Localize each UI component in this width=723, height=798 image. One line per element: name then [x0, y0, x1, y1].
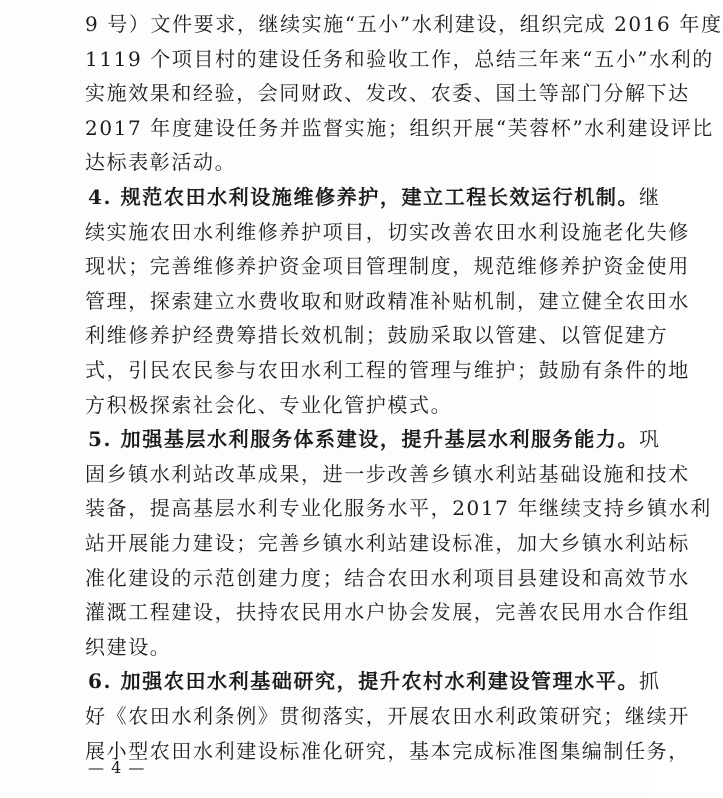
- heading-text: 4. 规范农田水利设施维修养护，建立工程长效运行机制。: [88, 185, 640, 209]
- line-text: 实施效果和经验，会同财政、发改、农委、国土等部门分解下达: [85, 81, 690, 105]
- heading-suffix: 抓: [639, 669, 661, 693]
- line-text: 方积极探索社会化、专业化管护模式。: [85, 393, 453, 417]
- line-text: 续实施农田水利维修养护项目，切实改善农田水利设施老化失修: [85, 220, 690, 244]
- text-line: [85, 289, 690, 313]
- heading-text: 6. 加强农田水利基础研究，提升农村水利建设管理水平。: [88, 669, 640, 693]
- line-text: 2017 年度建设任务并监督实施；组织开展“芙蓉杯”水利建设评比: [85, 116, 714, 140]
- text-line: [85, 12, 723, 36]
- line-text: 固乡镇水利站改革成果，进一步改善乡镇水利站基础设施和技术: [85, 462, 690, 486]
- text-line: [85, 116, 714, 140]
- section-heading-4: [88, 185, 661, 209]
- text-line: [85, 393, 452, 417]
- text-line: [85, 635, 171, 659]
- text-line: [85, 358, 690, 382]
- heading-suffix: 巩: [639, 427, 661, 451]
- line-text: 展小型农田水利建设标准化研究，基本完成标准图集编制任务，: [85, 739, 690, 763]
- line-text: 9 号）文件要求，继续实施“五小”水利建设，组织完成 2016 年度: [85, 12, 723, 36]
- line-text: 达标表彰活动。: [85, 150, 237, 174]
- text-line: [85, 254, 690, 278]
- section-heading-6: [88, 669, 661, 693]
- line-text: 现状；完善维修养护资金项目管理制度，规范维修养护资金使用: [85, 254, 690, 278]
- text-line: [85, 150, 236, 174]
- heading-text: 5. 加强基层水利服务体系建设，提升基层水利服务能力。: [88, 427, 640, 451]
- text-line: [85, 323, 668, 347]
- heading-suffix: 继: [639, 185, 661, 209]
- line-text: 装备，提高基层水利专业化服务水平，2017 年继续支持乡镇水利: [85, 496, 712, 520]
- text-line: [85, 220, 690, 244]
- line-text: 站开展能力建设；完善乡镇水利站建设标准，加大乡镇水利站标: [85, 531, 690, 555]
- text-line: [85, 566, 690, 590]
- text-line: [85, 531, 690, 555]
- line-text: 管理，探索建立水费收取和财政精准补贴机制，建立健全农田水: [85, 289, 690, 313]
- line-text: 1119 个项目村的建设任务和验收工作，总结三年来“五小”水利的: [85, 47, 714, 71]
- line-text: 好《农田水利条例》贯彻落实，开展农田水利政策研究；继续开: [85, 704, 690, 728]
- text-line: [85, 496, 712, 520]
- line-text: 灌溉工程建设，扶持农民用水户协会发展，完善农民用水合作组: [85, 600, 690, 624]
- line-text: 利维修养护经费筹措长效机制；鼓励采取以管建、以管促建方: [85, 323, 669, 347]
- page-number: — 4 —: [88, 758, 146, 777]
- line-text: 准化建设的示范创建力度；结合农田水利项目县建设和高效节水: [85, 566, 690, 590]
- text-line: [85, 600, 690, 624]
- line-text: 式，引民农民参与农田水利工程的管理与维护；鼓励有条件的地: [85, 358, 690, 382]
- text-line: [85, 47, 714, 71]
- text-line: [85, 81, 690, 105]
- section-heading-5: [88, 427, 661, 451]
- text-line: [85, 704, 690, 728]
- line-text: 织建设。: [85, 635, 172, 659]
- text-line: [85, 462, 690, 486]
